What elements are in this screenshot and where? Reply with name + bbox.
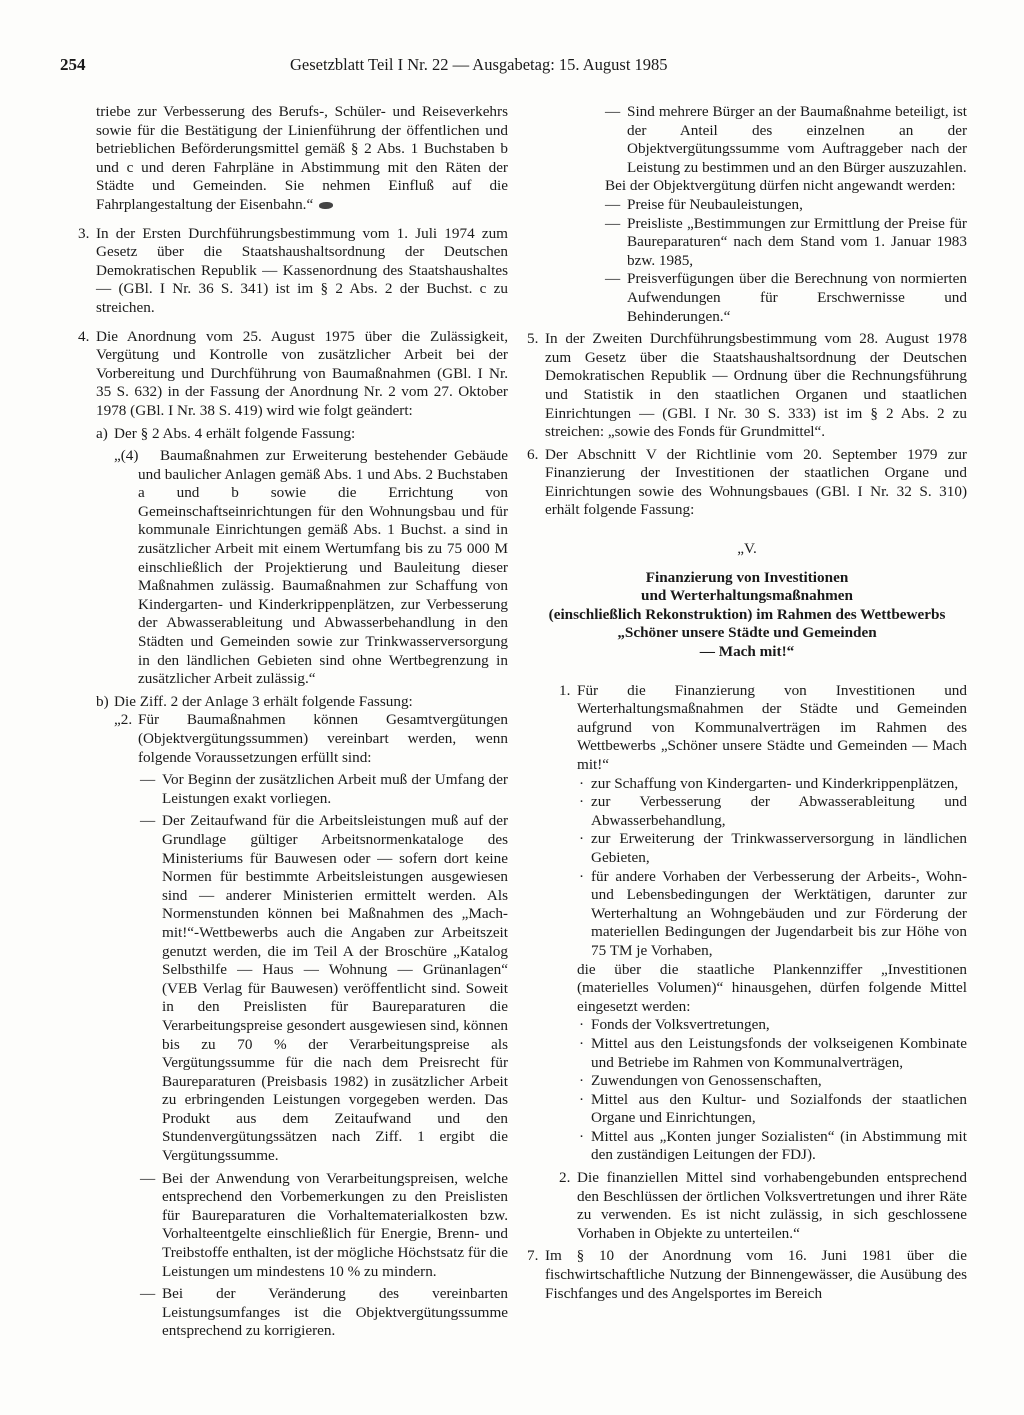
bullet-item: · zur Erweiterung der Trinkwasserversorgung in ländlichen Gebieten,: [579, 830, 967, 866]
section-v-item-2: [559, 1169, 967, 1243]
dash-item: — Der Zeitaufwand für die Arbeitsleistungen muß auf der Grundlage gültiger Arbeitsnormenkataloge des Ministeriums für Bauwesen oder — sofern dort keine Normen für bestimmte Arbeitsleistungen ausgewiesen sind — anderer Ministerien ermittelt werden. Als Normenstunden können bei Maßnahmen des „Mach-mit!“-Wettbewerbs auch die Angaben zur Arbeitszeit genutzt werden, die im Teil A der Broschüre „Katalog Selbsthilfe — Haus — Wohnung — Grünanlagen“ (VEB Verlag für Bauwesen) veröffentlicht sind. Soweit in den Preislisten für Baureparaturen die Verarbeitungspreise gesondert ausgewiesen sind, können bis zu 70 % der Verarbeitungspreise als Vergütungssumme für die nach dem Preisrecht für Baureparaturen (Preisbasis 1982) in zusätzlicher Arbeit zu erbringenden Leistungen vorgegeben werden. Das Produkt aus dem Zeitaufwand und den Stundenvergütungssätzen nach Ziff. 1 ergibt die Vergütungssumme.: [140, 812, 508, 1165]
bullet-item: · Mittel aus „Konten junger Sozialisten“ (in Abstimmung mit den zuständigen Leitungen der FDJ).: [579, 1127, 967, 1164]
bullet-marker: ·: [579, 1127, 585, 1145]
dash-marker: —: [605, 195, 621, 213]
bullet-marker: ·: [579, 1072, 585, 1090]
section-v-item-1: [559, 682, 967, 1165]
subitem-a: [96, 425, 508, 689]
subitem-text: Die Ziff. 2 der Anlage 3 erhält folgende Fassung:: [114, 692, 413, 710]
quote-text: Baumaßnahmen zur Erweiterung bestehender Gebäude und baulicher Anlagen gemäß Abs. 1 und Abs. 2 Buchstaben a und b sowie die Errichtung von Gemeinschaftseinrichtungen für den Wohnungsbau und für kommunale Einrichtungen gemäß Abs. 1 Buchst. a sind in zusätzlicher Arbeit mit einem Wertumfang bis zu 75 000 M einschließlich der Projektierung und Bauleitung dieser Maßnahmen zulässig. Baumaßnahmen zur Schaffung von Kindergarten- und Kinderkrippenplätzen, zur Verbesserung der Abwasserableitung und Abwasserbehandlung in den Städten und Gemeinden sowie zur Trinkwasserversorgung in den ländlichen Gebieten sind ohne Wertbegrenzung in zusätzlicher Arbeit zulässig.“: [138, 447, 508, 688]
item-text: In der Ersten Durchführungsbestimmung vom 1. Juli 1974 zum Gesetz über die Staatshaushaltsordnung der Deutschen Demokratischen Republik — Kassenordnung des Staatshaushaltes — (GBl. I Nr. 36 S. 341) ist im § 2 Abs. 2 der Buchst. c zu streichen.: [96, 224, 508, 316]
ink-smudge-icon: [319, 202, 333, 209]
item-3: [78, 225, 508, 318]
bullet-marker: ·: [579, 1090, 585, 1108]
left-column: [78, 103, 508, 1341]
bullet-marker: ·: [579, 1016, 585, 1034]
right-column: [527, 103, 967, 1303]
dash-marker: —: [605, 270, 621, 288]
subitem-b: [96, 693, 508, 1341]
section-title: Finanzierung von Investitionen und Werterhaltungsmaßnahmen (einschließlich Rekonstruktion) im Rahmen des Wettbewerbs „Schöner unsere Städte und Gemeinden — Mach mit!“: [548, 568, 946, 661]
item-5: [527, 330, 967, 442]
quote-label: „(4): [114, 447, 139, 465]
item-number: 5.: [527, 330, 539, 348]
item-4: [78, 328, 508, 1341]
bullet-marker: ·: [579, 830, 585, 848]
bullet-marker: ·: [579, 793, 585, 811]
dash-item: — Preisliste „Bestimmungen zur Ermittlung der Preise für Baureparaturen“ nach dem Stand vom 1. Januar 1983 bzw. 1985,: [605, 214, 967, 269]
item-number: 2.: [559, 1169, 571, 1187]
item-text: Für die Finanzierung von Investitionen und Werterhaltungsmaßnahmen der Städte und Gemeinden aufgrund von Kommunalverträgen im Rahmen des Wettbewerbs „Schöner unsere Städte und Gemeinden — Mach mit!“: [577, 681, 967, 773]
dash-marker: —: [140, 812, 156, 830]
subitem-text: Der § 2 Abs. 4 erhält folgende Fassung:: [114, 424, 356, 442]
bullet-item: · Zuwendungen von Genossenschaften,: [579, 1072, 822, 1090]
dash-item: — Bei der Anwendung von Verarbeitungspreisen, welche entsprechend den Vorbemerkungen zu den Preislisten für Baureparaturen die Vorhaltematerialkosten bzw. Vorhalteentgelte einschließlich für Energie, Brenn- und Treibstoffe enthalten, ist der mögliche Höchstsatz für die Leistungen um mindestens 10 % zu mindern.: [140, 1169, 508, 1280]
dash-marker: —: [605, 103, 621, 120]
dash-item: — Bei der Veränderung des vereinbarten Leistungsumfanges ist die Objektvergütungssumme entsprechend zu korrigieren.: [140, 1285, 508, 1340]
item-7: [527, 1247, 967, 1303]
dash-marker: —: [140, 1169, 156, 1187]
quoted-paragraph-4: [114, 447, 508, 689]
item-number: 7.: [527, 1247, 539, 1265]
item-number: 3.: [78, 224, 90, 242]
item-text: In der Zweiten Durchführungsbestimmung vom 28. August 1978 zum Gesetz über die Staatshaushaltsordnung der Deutschen Demokratischen Republik — Ordnung über die Rechnungsführung und Statistik in den staatlichen Organen und staatlichen Einrichtungen — (GBl. I Nr. 30 S. 333) ist im § 2 Abs. 2 zu streichen: „sowie des Fonds für Grundmittel“.: [545, 330, 967, 441]
bullet-item: · Mittel aus den Kultur- und Sozialfonds der staatlichen Organe und Einrichtungen,: [579, 1090, 967, 1127]
bullet-item: · Fonds der Volksvertretungen,: [579, 1016, 770, 1034]
bullet-marker: ·: [579, 867, 585, 885]
dash-marker: —: [605, 214, 621, 232]
quoted-paragraph-2: [114, 711, 508, 1341]
section-label: „V.: [737, 540, 757, 558]
item-continuation: die über die staatliche Plankennziffer „Investitionen (materielles Volumen)“ hinausgehen, dürfen folgende Mittel eingesetzt werden:: [577, 960, 967, 1015]
intro-paragraph: triebe zur Verbesserung des Berufs-, Schüler- und Reiseverkehrs sowie für die Bestätigung der Linienführung der öffentlichen und betrieblichen Beförderungsmittel gemäß § 2 Abs. 1 Buchstaben b und c und deren Fahrpläne in Abstimmung mit den Räten der Städte und Gemeinden. Sie nehmen Einfluß auf die Fahrplangestaltung der Eisenbahn.“: [96, 103, 508, 213]
running-head: Gesetzblatt Teil I Nr. 22 — Ausgabetag: 15. August 1985: [290, 55, 668, 74]
item-number: 6.: [527, 445, 539, 463]
subitem-label: b): [96, 692, 109, 710]
item-number: 1.: [559, 681, 571, 699]
dash-item: — Preise für Neubauleistungen,: [605, 195, 803, 213]
bullet-marker: ·: [579, 1034, 585, 1052]
page-number: 254: [60, 55, 86, 74]
page-header: [60, 56, 980, 78]
item-6: [527, 446, 967, 520]
dash-item: — Preisverfügungen über die Berechnung von normierten Aufwendungen für Erschwernisse und Behinderungen.“: [605, 270, 967, 325]
bullet-item: · für andere Vorhaben der Verbesserung der Arbeits-, Wohn- und Lebensbedingungen der Werktätigen, darunter zur Werterhaltung an Wohngebäuden und zur Förderung der materiellen Bedingungen der Jugendarbeit bis zur Höhe von 75 TM je Vorhaben,: [579, 867, 967, 959]
dash-marker: —: [140, 1285, 156, 1303]
dash-item: — Sind mehrere Bürger an der Baumaßnahme beteiligt, ist der Anteil des einzelnen an der Objektvergütungssumme vom Auftraggeber nach der Leistung zu bestimmen und an den Bürger auszuzahlen.: [605, 103, 967, 176]
item-text: Der Abschnitt V der Richtlinie vom 20. September 1979 zur Finanzierung der Investitionen der staatlichen Organe und Einrichtungen sowie des Wohnungsbaues (GBl. I Nr. 32 S. 310) erhält folgende Fassung:: [545, 445, 967, 519]
subitem-label: a): [96, 424, 108, 442]
objekt-intro: Bei der Objektvergütung dürfen nicht angewandt werden:: [605, 177, 956, 195]
dash-marker: —: [140, 771, 156, 789]
item-number: 4.: [78, 327, 90, 345]
dash-item: — Vor Beginn der zusätzlichen Arbeit muß der Umfang der Leistungen exakt vorliegen.: [140, 771, 508, 807]
item-text: Die Anordnung vom 25. August 1975 über die Zulässigkeit, Vergütung und Kontrolle von zusätzlicher Arbeit bei der Vorbereitung und Durchführung von Baumaßnahmen (GBl. I Nr. 35 S. 632) in der Fassung der Anordnung Nr. 2 vom 27. Oktober 1978 (GBl. I Nr. 38 S. 419) wird wie folgt geändert:: [96, 327, 508, 419]
quote-text: Für Baumaßnahmen können Gesamtvergütungen (Objektvergütungssummen) vereinbart werden, wenn folgende Voraussetzungen erfüllt sind:: [138, 711, 508, 766]
bullet-item: · Mittel aus den Leistungsfonds der volkseigenen Kombinate und Betriebe im Rahmen von Kommunalverträgen,: [579, 1034, 967, 1071]
item-text: Die finanziellen Mittel sind vorhabengebunden entsprechend den Beschlüssen der örtlichen Volksvertretungen und ihrer Räte zu verwenden. Es ist nicht zulässig, in sich geschlossene Vorhaben in Objekte zu unterteilen.“: [577, 1169, 967, 1242]
quote-label: „2.: [114, 711, 133, 729]
bullet-item: · zur Verbesserung der Abwasserableitung und Abwasserbehandlung,: [579, 793, 967, 829]
bullet-item: · zur Schaffung von Kindergarten- und Kinderkrippenplätzen,: [579, 774, 959, 792]
bullet-marker: ·: [579, 774, 585, 792]
item-text: Im § 10 der Anordnung vom 16. Juni 1981 über die fischwirtschaftliche Nutzung der Binnengewässer, die Ausübung des Fischfanges und des Angelsportes im Bereich: [545, 1247, 967, 1302]
